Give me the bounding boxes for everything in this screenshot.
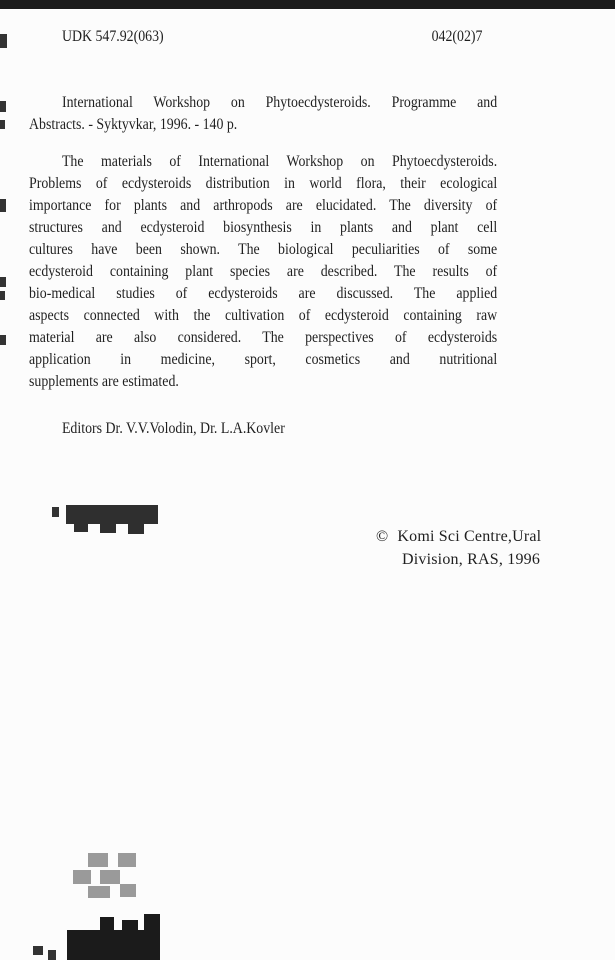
- copyright-line-2: [376, 548, 541, 571]
- copyright-symbol: ©: [376, 528, 389, 545]
- abstract-line: application in medicine, sport, cosmetics and nutritional: [29, 351, 498, 368]
- scan-edge-mark: [0, 335, 6, 345]
- abstract-line: structures and ecdysteroid biosynthesis in plants and plant cell: [29, 219, 498, 236]
- citation-paragraph: [29, 92, 497, 136]
- scan-edge-mark: [0, 34, 7, 48]
- copyright-block: [376, 525, 541, 571]
- scan-edge-mark: [0, 101, 6, 112]
- abstract-line: ecdysteroid containing plant species are described. The results of: [29, 263, 498, 280]
- abstract-line: Problems of ecdysteroids distribution in world flora, their ecological: [29, 175, 498, 192]
- abstract-line: supplements are estimated.: [29, 373, 179, 390]
- abstract-line: importance for plants and arthropods are elucidated. The diversity of: [29, 197, 498, 214]
- editors-text: Editors Dr. V.V.Volodin, Dr. L.A.Kovler: [61, 420, 285, 437]
- scan-edge-mark: [0, 199, 6, 212]
- abstract-line: The materials of International Workshop on Phytoecdysteroids.: [61, 153, 498, 170]
- scan-edge-mark: [0, 120, 5, 129]
- udk-row: [29, 26, 497, 48]
- text-column: [29, 0, 497, 960]
- udk-number: UDK 547.92(063): [61, 28, 164, 45]
- scan-edge-mark: [0, 277, 6, 287]
- copyright-holder: Komi Sci Centre,Ural: [397, 528, 542, 545]
- abstract-line: bio-medical studies of ecdysteroids are discussed. The applied: [29, 285, 498, 302]
- copyright-line-1: [376, 525, 541, 548]
- abstract-line: material are also considered. The perspectives of ecdysteroids: [29, 329, 498, 346]
- catalog-number: 042(02)7: [431, 28, 483, 45]
- copyright-division: Division, RAS, 1996: [402, 551, 541, 568]
- citation-line: Abstracts. - Syktyvkar, 1996. - 140 p.: [29, 116, 238, 133]
- abstract-line: cultures have been shown. The biological peculiarities of some: [29, 241, 498, 258]
- abstract-line: aspects connected with the cultivation of ecdysteroid containing raw: [29, 307, 498, 324]
- abstract-paragraph: [29, 151, 497, 393]
- editors-line: [29, 418, 497, 440]
- scan-edge-mark: [0, 291, 5, 300]
- citation-line: International Workshop on Phytoecdysteroids. Programme and: [61, 94, 498, 111]
